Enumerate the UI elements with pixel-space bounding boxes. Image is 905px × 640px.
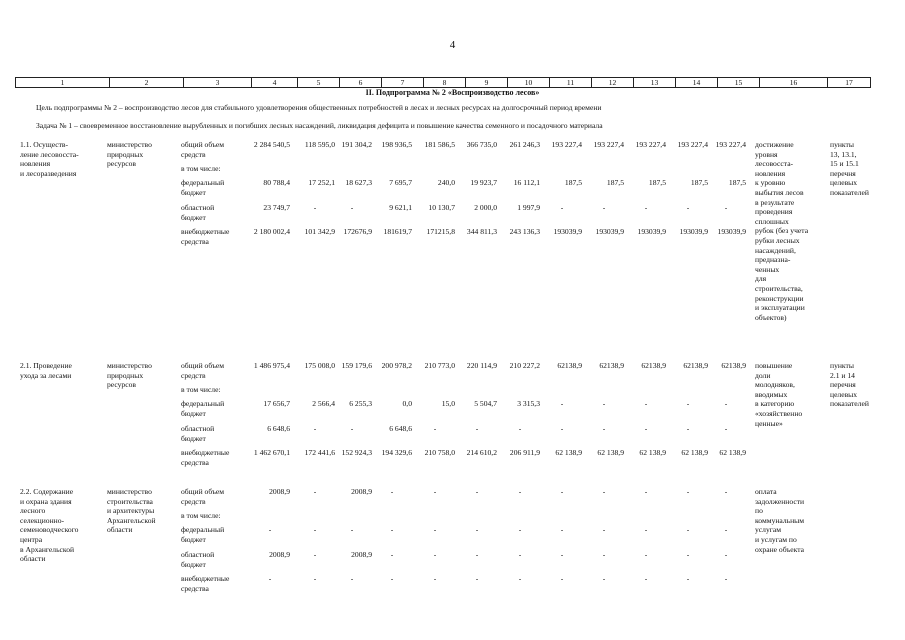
funding-value: - <box>313 574 317 583</box>
funding-value: - <box>560 203 564 212</box>
funding-value: - <box>560 399 564 408</box>
activity-expected-result: достижение уровня лесовосста- новления к уровню выбытия лесов в результате проведения сплошных рубок (без учета рубки лесных насаждений, предназна- ченных для строительства, реконструкции и эксплуатации объектов) <box>755 140 809 322</box>
funding-value: - <box>350 525 354 534</box>
funding-source-label: общий объем средств <box>181 361 225 380</box>
funding-value: 193 227,4 <box>715 140 746 149</box>
funding-value: 172676,9 <box>343 227 372 236</box>
funding-value: 243 136,3 <box>509 227 540 236</box>
funding-value: 18 627,3 <box>345 178 372 187</box>
funding-value: 344 811,3 <box>466 227 497 236</box>
funding-value: 0,0 <box>402 399 412 408</box>
column-number-4: 4 <box>252 78 298 88</box>
column-number-3: 3 <box>184 78 252 88</box>
funding-value: - <box>313 424 317 433</box>
section-title: II. Подпрограмма № 2 «Воспроизводство лесов» <box>365 88 540 97</box>
funding-value: 187,5 <box>728 178 746 187</box>
funding-value: - <box>644 550 648 559</box>
funding-value: 200 978,2 <box>381 361 412 370</box>
funding-value: - <box>686 424 690 433</box>
funding-value: 240,0 <box>437 178 455 187</box>
funding-value: - <box>433 525 437 534</box>
column-number-7: 7 <box>382 78 424 88</box>
funding-value: - <box>644 424 648 433</box>
funding-value: 23 749,7 <box>263 203 290 212</box>
column-number-17: 17 <box>828 78 871 88</box>
funding-source-label: в том числе: <box>181 511 221 520</box>
funding-value: 118 595,0 <box>304 140 335 149</box>
column-number-header <box>15 77 871 88</box>
funding-value: - <box>602 399 606 408</box>
funding-value: 193039,9 <box>637 227 666 236</box>
funding-value: - <box>433 574 437 583</box>
activity-executor: министерство природных ресурсов <box>107 140 152 169</box>
funding-value: 62138,9 <box>557 361 582 370</box>
funding-value: 191 304,2 <box>341 140 372 149</box>
funding-value: 19 923,7 <box>470 178 497 187</box>
funding-value: - <box>724 550 728 559</box>
funding-value: 2 566,4 <box>312 399 335 408</box>
funding-value: 2008,9 <box>351 487 372 496</box>
funding-value: 181619,7 <box>383 227 412 236</box>
activity-expected-result: оплата задолженности по коммунальным услугам и услугам по охране объекта <box>755 487 805 554</box>
funding-value: 62 138,9 <box>597 448 624 457</box>
funding-value: 194 329,6 <box>381 448 412 457</box>
funding-value: 210 758,0 <box>424 448 455 457</box>
funding-value: - <box>350 203 354 212</box>
funding-source-label: областной бюджет <box>181 550 215 569</box>
funding-value: 220 114,9 <box>466 361 497 370</box>
goal-text: Цель подпрограммы № 2 – воспроизводство лесов для стабильного удовлетворения общественных потребностей в лесах и лесных ресурсах на долгосрочный период времени <box>36 103 602 112</box>
funding-value: 62138,9 <box>721 361 746 370</box>
funding-value: 10 130,7 <box>428 203 455 212</box>
funding-value: - <box>390 574 394 583</box>
funding-value: - <box>475 525 479 534</box>
column-number-16: 16 <box>760 78 828 88</box>
funding-value: 2 000,0 <box>474 203 497 212</box>
funding-value: - <box>602 574 606 583</box>
funding-value: - <box>268 525 272 534</box>
column-number-12: 12 <box>592 78 634 88</box>
funding-value: - <box>475 550 479 559</box>
funding-value: - <box>518 424 522 433</box>
funding-value: 2008,9 <box>269 487 290 496</box>
funding-value: - <box>433 550 437 559</box>
funding-value: 62 138,9 <box>681 448 708 457</box>
funding-value: 80 788,4 <box>263 178 290 187</box>
funding-value: 152 924,3 <box>341 448 372 457</box>
funding-value: - <box>350 574 354 583</box>
column-number-8: 8 <box>424 78 466 88</box>
funding-value: 172 441,6 <box>304 448 335 457</box>
column-number-5: 5 <box>298 78 340 88</box>
activity-executor: министерство природных ресурсов <box>107 361 152 390</box>
funding-value: - <box>686 550 690 559</box>
funding-value: - <box>644 203 648 212</box>
funding-value: - <box>724 574 728 583</box>
funding-source-label: общий объем средств <box>181 140 225 159</box>
funding-value: 193 227,4 <box>677 140 708 149</box>
funding-value: 175 008,0 <box>304 361 335 370</box>
funding-value: - <box>724 487 728 496</box>
funding-value: 261 246,3 <box>509 140 540 149</box>
funding-value: - <box>686 399 690 408</box>
funding-value: 7 695,7 <box>389 178 412 187</box>
funding-value: - <box>686 525 690 534</box>
funding-source-label: областной бюджет <box>181 203 215 222</box>
activity-indicators: пункты 2.1 и 14 перечня целевых показателей <box>830 361 869 409</box>
funding-value: - <box>433 487 437 496</box>
funding-value: 62138,9 <box>641 361 666 370</box>
funding-value: - <box>313 525 317 534</box>
funding-source-label: общий объем средств <box>181 487 225 506</box>
funding-value: 62 138,9 <box>555 448 582 457</box>
funding-value: - <box>724 399 728 408</box>
funding-value: - <box>644 399 648 408</box>
funding-value: - <box>644 574 648 583</box>
funding-value: - <box>686 203 690 212</box>
funding-value: - <box>390 487 394 496</box>
funding-source-label: федеральный бюджет <box>181 178 225 197</box>
funding-value: 62 138,9 <box>639 448 666 457</box>
funding-value: - <box>686 574 690 583</box>
funding-value: 2 284 540,5 <box>253 140 290 149</box>
page-number: 4 <box>449 39 456 51</box>
funding-value: 1 462 670,1 <box>253 448 290 457</box>
funding-value: - <box>433 424 437 433</box>
funding-value: - <box>724 525 728 534</box>
funding-value: - <box>602 487 606 496</box>
column-number-6: 6 <box>340 78 382 88</box>
funding-value: 101 342,9 <box>304 227 335 236</box>
column-number-2: 2 <box>110 78 184 88</box>
funding-source-label: в том числе: <box>181 164 221 173</box>
funding-value: - <box>644 487 648 496</box>
column-number-9: 9 <box>466 78 508 88</box>
funding-value: - <box>724 424 728 433</box>
funding-value: 62138,9 <box>599 361 624 370</box>
column-number-15: 15 <box>718 78 760 88</box>
funding-value: 210 227,2 <box>509 361 540 370</box>
funding-value: - <box>350 424 354 433</box>
funding-value: 193039,9 <box>595 227 624 236</box>
funding-value: 193 227,4 <box>551 140 582 149</box>
funding-source-label: федеральный бюджет <box>181 525 225 544</box>
funding-value: - <box>602 525 606 534</box>
task-text: Задача № 1 – своевременное восстановление вырубленных и погибших лесных насаждений, ликвидация дефицита и повышение качества семенного и посадочного материала <box>36 121 603 130</box>
activity-expected-result: повышение доли молодняков, вводимых в категорию «хозяйственно ценные» <box>755 361 803 428</box>
funding-value: 171215,8 <box>426 227 455 236</box>
funding-value: 187,5 <box>648 178 666 187</box>
funding-value: 214 610,2 <box>466 448 497 457</box>
funding-value: - <box>560 574 564 583</box>
activity-name: 1.1. Осуществ- ление лесовосста- новления и лесоразведения <box>20 140 79 178</box>
funding-value: 15,0 <box>441 399 455 408</box>
funding-value: 6 255,3 <box>349 399 372 408</box>
funding-value: - <box>560 487 564 496</box>
funding-value: - <box>390 525 394 534</box>
funding-value: 6 648,6 <box>389 424 412 433</box>
funding-value: - <box>390 550 394 559</box>
funding-source-label: федеральный бюджет <box>181 399 225 418</box>
funding-value: 3 315,3 <box>517 399 540 408</box>
activity-name: 2.1. Проведение ухода за лесами <box>20 361 72 380</box>
funding-value: - <box>518 574 522 583</box>
activity-name: 2.2. Содержание и охрана здания лесного селекционно- семеноводческого центра в Архангельской области <box>20 487 79 564</box>
funding-value: - <box>644 525 648 534</box>
funding-value: 1 997,9 <box>517 203 540 212</box>
funding-value: 2 180 002,4 <box>253 227 290 236</box>
funding-value: 187,5 <box>564 178 582 187</box>
funding-value: 6 648,6 <box>267 424 290 433</box>
column-number-13: 13 <box>634 78 676 88</box>
funding-value: 159 179,6 <box>341 361 372 370</box>
funding-value: 193039,9 <box>553 227 582 236</box>
funding-value: 181 586,5 <box>424 140 455 149</box>
funding-value: 5 504,7 <box>474 399 497 408</box>
funding-value: - <box>724 203 728 212</box>
column-number-14: 14 <box>676 78 718 88</box>
funding-value: - <box>602 550 606 559</box>
activity-executor: министерство строительства и архитектуры Архангельской области <box>107 487 156 535</box>
funding-value: - <box>313 487 317 496</box>
funding-value: 62138,9 <box>683 361 708 370</box>
funding-source-label: в том числе: <box>181 385 221 394</box>
funding-value: 2008,9 <box>269 550 290 559</box>
funding-value: - <box>602 424 606 433</box>
funding-value: 1 486 975,4 <box>253 361 290 370</box>
funding-value: 198 936,5 <box>381 140 412 149</box>
funding-source-label: внебюджетные средства <box>181 227 230 246</box>
funding-source-label: внебюджетные средства <box>181 574 230 593</box>
funding-source-label: внебюджетные средства <box>181 448 230 467</box>
column-number-11: 11 <box>550 78 592 88</box>
funding-value: 62 138,9 <box>719 448 746 457</box>
funding-value: - <box>560 550 564 559</box>
funding-value: - <box>602 203 606 212</box>
funding-value: 193039,9 <box>679 227 708 236</box>
funding-value: 187,5 <box>606 178 624 187</box>
funding-value: - <box>560 525 564 534</box>
funding-value: - <box>313 550 317 559</box>
funding-value: 210 773,0 <box>424 361 455 370</box>
funding-value: 206 911,9 <box>509 448 540 457</box>
column-number-1: 1 <box>16 78 110 88</box>
funding-value: - <box>686 487 690 496</box>
funding-value: - <box>268 574 272 583</box>
funding-value: 193 227,4 <box>593 140 624 149</box>
funding-value: 187,5 <box>690 178 708 187</box>
funding-source-label: областной бюджет <box>181 424 215 443</box>
funding-value: - <box>518 487 522 496</box>
funding-value: 17 252,1 <box>308 178 335 187</box>
funding-value: - <box>475 487 479 496</box>
funding-value: 16 112,1 <box>513 178 540 187</box>
funding-value: 366 735,0 <box>466 140 497 149</box>
funding-value: 17 656,7 <box>263 399 290 408</box>
funding-value: - <box>313 203 317 212</box>
activity-indicators: пункты 13, 13.1, 15 и 15.1 перечня целевых показателей <box>830 140 869 197</box>
funding-value: - <box>560 424 564 433</box>
funding-value: 2008,9 <box>351 550 372 559</box>
funding-value: 193039,9 <box>717 227 746 236</box>
funding-value: 9 621,1 <box>389 203 412 212</box>
column-number-10: 10 <box>508 78 550 88</box>
funding-value: - <box>475 424 479 433</box>
funding-value: - <box>475 574 479 583</box>
funding-value: - <box>518 525 522 534</box>
funding-value: - <box>518 550 522 559</box>
funding-value: 193 227,4 <box>635 140 666 149</box>
